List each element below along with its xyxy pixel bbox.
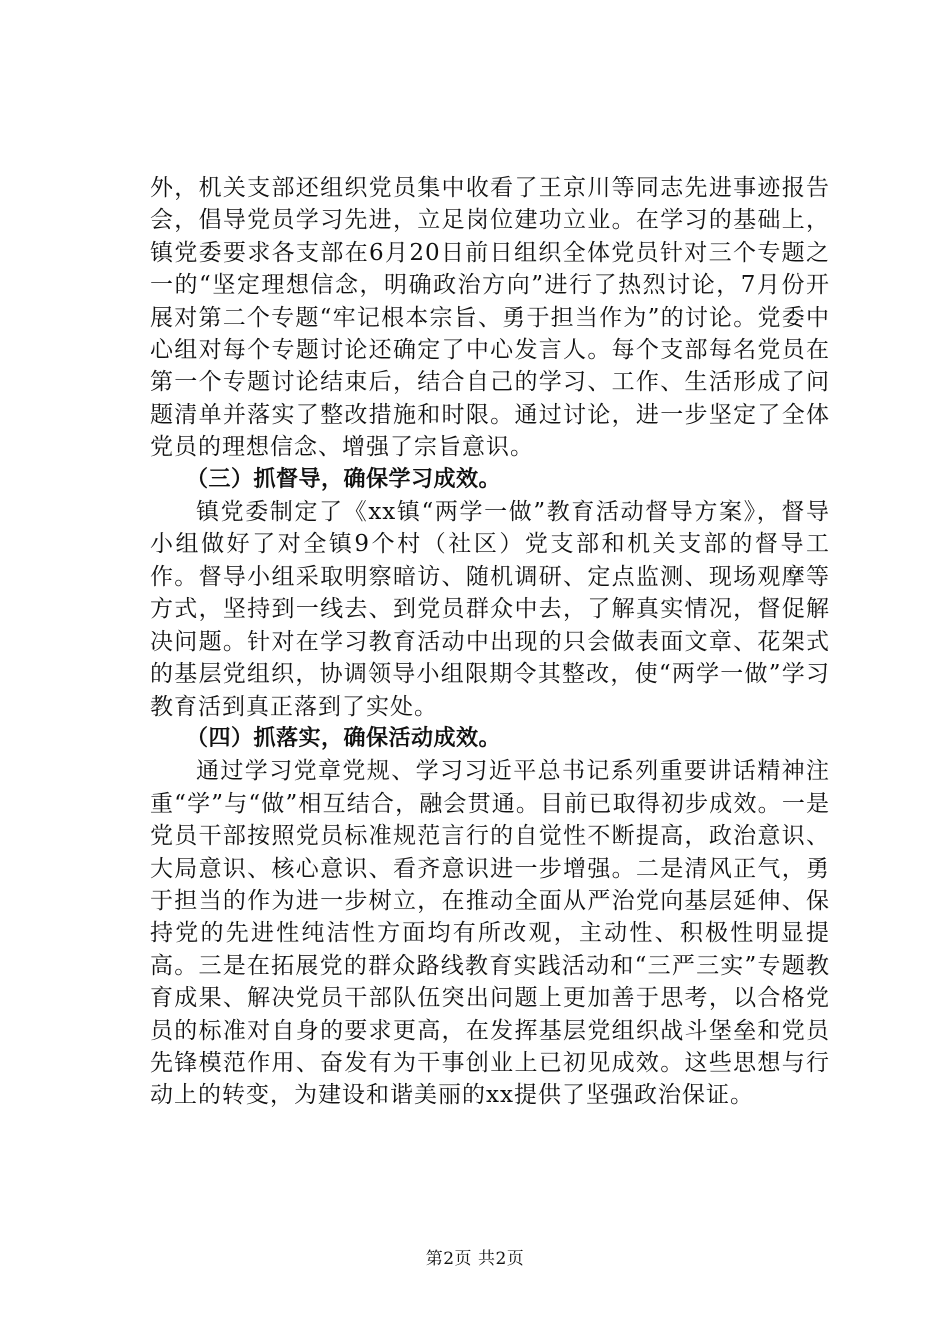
document-body	[150, 172, 830, 1112]
body-paragraph: 通过学习党章党规、学习习近平总书记系列重要讲话精神注重“学”与“做”相互结合，融会贯通。目前已取得初步成效。一是党员干部按照党员标准规范言行的自觉性不断提高，政治意识、大局意识、核心意识、看齐意识进一步增强。二是清风正气，勇于担当的作为进一步树立，在推动全面从严治党向基层延伸、保持党的先进性纯洁性方面均有所改观，主动性、积极性明显提高。三是在拓展党的群众路线教育实践活动和“三严三实”专题教育成果、解决党员干部队伍突出问题上更加善于思考，以合格党员的标准对自身的要求更高，在发挥基层党组织战斗堡垒和党员先锋模范作用、奋发有为干事创业上已初见成效。这些思想与行动上的转变，为建设和谐美丽的xx提供了坚强政治保证。	[150, 758, 830, 1109]
section-heading: （四）抓落实，确保活动成效。	[186, 725, 502, 751]
section-heading: （三）抓督导，确保学习成效。	[186, 466, 502, 492]
page-footer: 第2页 共2页	[425, 1249, 525, 1269]
body-paragraph: 镇党委制定了《xx镇“两学一做”教育活动督导方案》，督导小组做好了对全镇9个村（社区）党支部和机关支部的督导工作。督导小组采取明察暗访、随机调研、定点监测、现场观摩等方式，坚持到一线去、到党员群众中去，了解真实情况，督促解决问题。针对在学习教育活动中出现的只会做表面文章、花架式的基层党组织，协调领导小组限期令其整改，使“两学一做”学习教育活到真正落到了实处。	[150, 499, 830, 720]
body-paragraph: 外，机关支部还组织党员集中收看了王京川等同志先进事迹报告会，倡导党员学习先进，立足岗位建功立业。在学习的基础上，镇党委要求各支部在6月20日前日组织全体党员针对三个专题之一的“坚定理想信念，明确政治方向”进行了热烈讨论，7月份开展对第二个专题“牢记根本宗旨、勇于担当作为”的讨论。党委中心组对每个专题讨论还确定了中心发言人。每个支部每名党员在第一个专题讨论结束后，结合自己的学习、工作、生活形成了问题清单并落实了整改措施和时限。通过讨论，进一步坚定了全体党员的理想信念、增强了宗旨意识。	[150, 175, 830, 461]
